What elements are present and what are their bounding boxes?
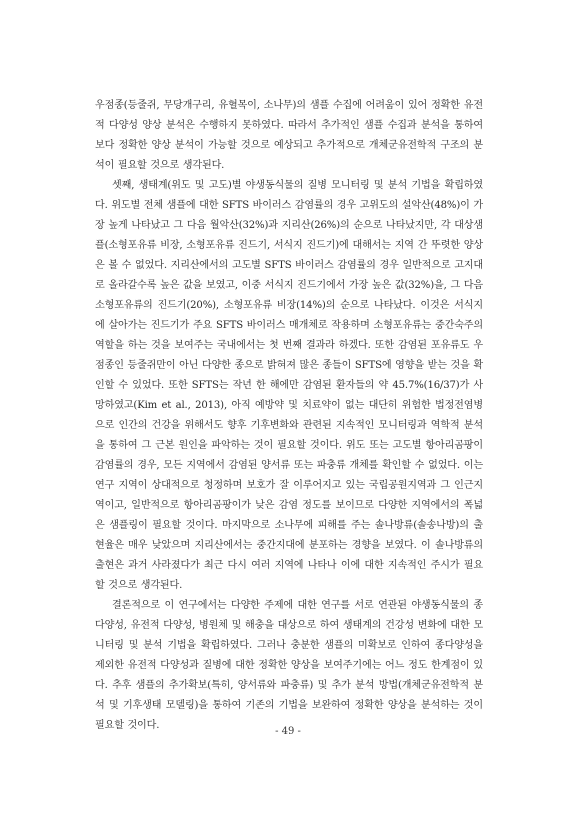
paragraph-2: 셋째, 생태계(위도 및 고도)별 야생동식물의 질병 모니터링 및 분석 기법을 확립하였다. 위도별 전체 샘플에 대한 SFTS 바이러스 감염률의 경우 고위도의 설악산(48%)이 가장 높게 나타났고 그 다음 월악산(32%)과 지리산(26%)의 순으로 나타났지만, 각 대상샘플(소형포유류 비장, 소형포유류 진드기, 서식지 진드기)에 대해서는 지역 간 뚜렷한 양상은 볼 수 없었다. 지리산에서의 고도별 SFTS 바이러스 감염률의 경우 일반적으로 고지대로 올라갈수록 높은 값을 보였고, 이중 서식지 진드기에서 가장 높은 값(32%)을, 그 다음 소형포유류의 진드기(20%), 소형포유류 비장(14%)의 순으로 나타났다. 이것은 서식지에 살아가는 진드기가 주요 SFTS 바이러스 매개체로 작용하며 소형포유류는 중간숙주의 역할을 하는 것을 보여주는 국내에서는 첫 번째 결과라 하겠다. 또한 감염된 포유류도 우점종인 등줄쥐만이 아닌 다양한 종으로 밝혀져 많은 종들이 SFTS에 영향을 받는 것을 확인할 수 있었다. 또한 SFTS는 작년 한 해에만 감염된 환자들의 약 45.7%(16/37)가 사망하였고(Kim et al., 2013), 아직 예방약 및 치료약이 없는 대단히 위험한 법정전염병으로 인간의 건강을 위해서도 향후 기후변화와 관련된 지속적인 모니터링과 역학적 분석을 통하여 그 근본 원인을 파악하는 것이 필요할 것이다. 위도 또는 고도별 항아리곰팡이 감염률의 경우, 모든 지역에서 감염된 양서류 또는 파충류 개체를 확인할 수 없었다. 이는 연구 지역이 상대적으로 청정하며 보호가 잘 이루어지고 있는 국립공원지역과 그 인근지역이고, 일반적으로 항아리곰팡이가 낮은 감염 정도를 보이므로 다양한 지역에서의 폭넓은 샘플링이 필요할 것이다. 마지막으로 소나무에 피해를 주는 솔나방류(솔송나방)의 출현율은 매우 낮았으며 지리산에서는 중간지대에 분포하는 경향을 보였다. 이 솔나방류의 출현은 과거 사라졌다가 최근 다시 여러 지역에 나타나 이에 대한 지속적인 주시가 필요할 것으로 생각된다. (95, 180, 483, 591)
paragraph-1: 우점종(등줄쥐, 무당개구리, 유혈목이, 소나무)의 샘플 수집에 어려움이 있어 정확한 유전적 다양성 양상 분석은 수행하지 못하였다. 따라서 추가적인 샘플 수집과 분석을 통하여 보다 정확한 양상 분석이 가능할 것으로 예상되고 추가적으로 개체군유전학적 구조의 분석이 필요할 것으로 생각된다. (95, 100, 483, 171)
document-body (95, 96, 483, 736)
paragraph-3: 결론적으로 이 연구에서는 다양한 주제에 대한 연구를 서로 연관된 야생동식물의 종다양성, 유전적 다양성, 병원체 및 해충을 대상으로 하여 생태계의 건강성 변화에 대한 모니터링 및 분석 기법을 확립하였다. 그러나 충분한 샘플의 미확보로 인하여 종다양성을 제외한 유전적 다양성과 질병에 대한 정확한 양상을 보여주기에는 어느 정도 한계점이 있다. 추후 샘플의 추가확보(특히, 양서류와 파충류) 및 추가 분석 방법(개체군유전학적 분석 및 기후생태 모델링)을 통하여 기존의 기법을 보완하여 정확한 양상을 분석하는 것이 필요할 것이다. (95, 600, 483, 731)
page-number: - 49 - (275, 726, 301, 737)
